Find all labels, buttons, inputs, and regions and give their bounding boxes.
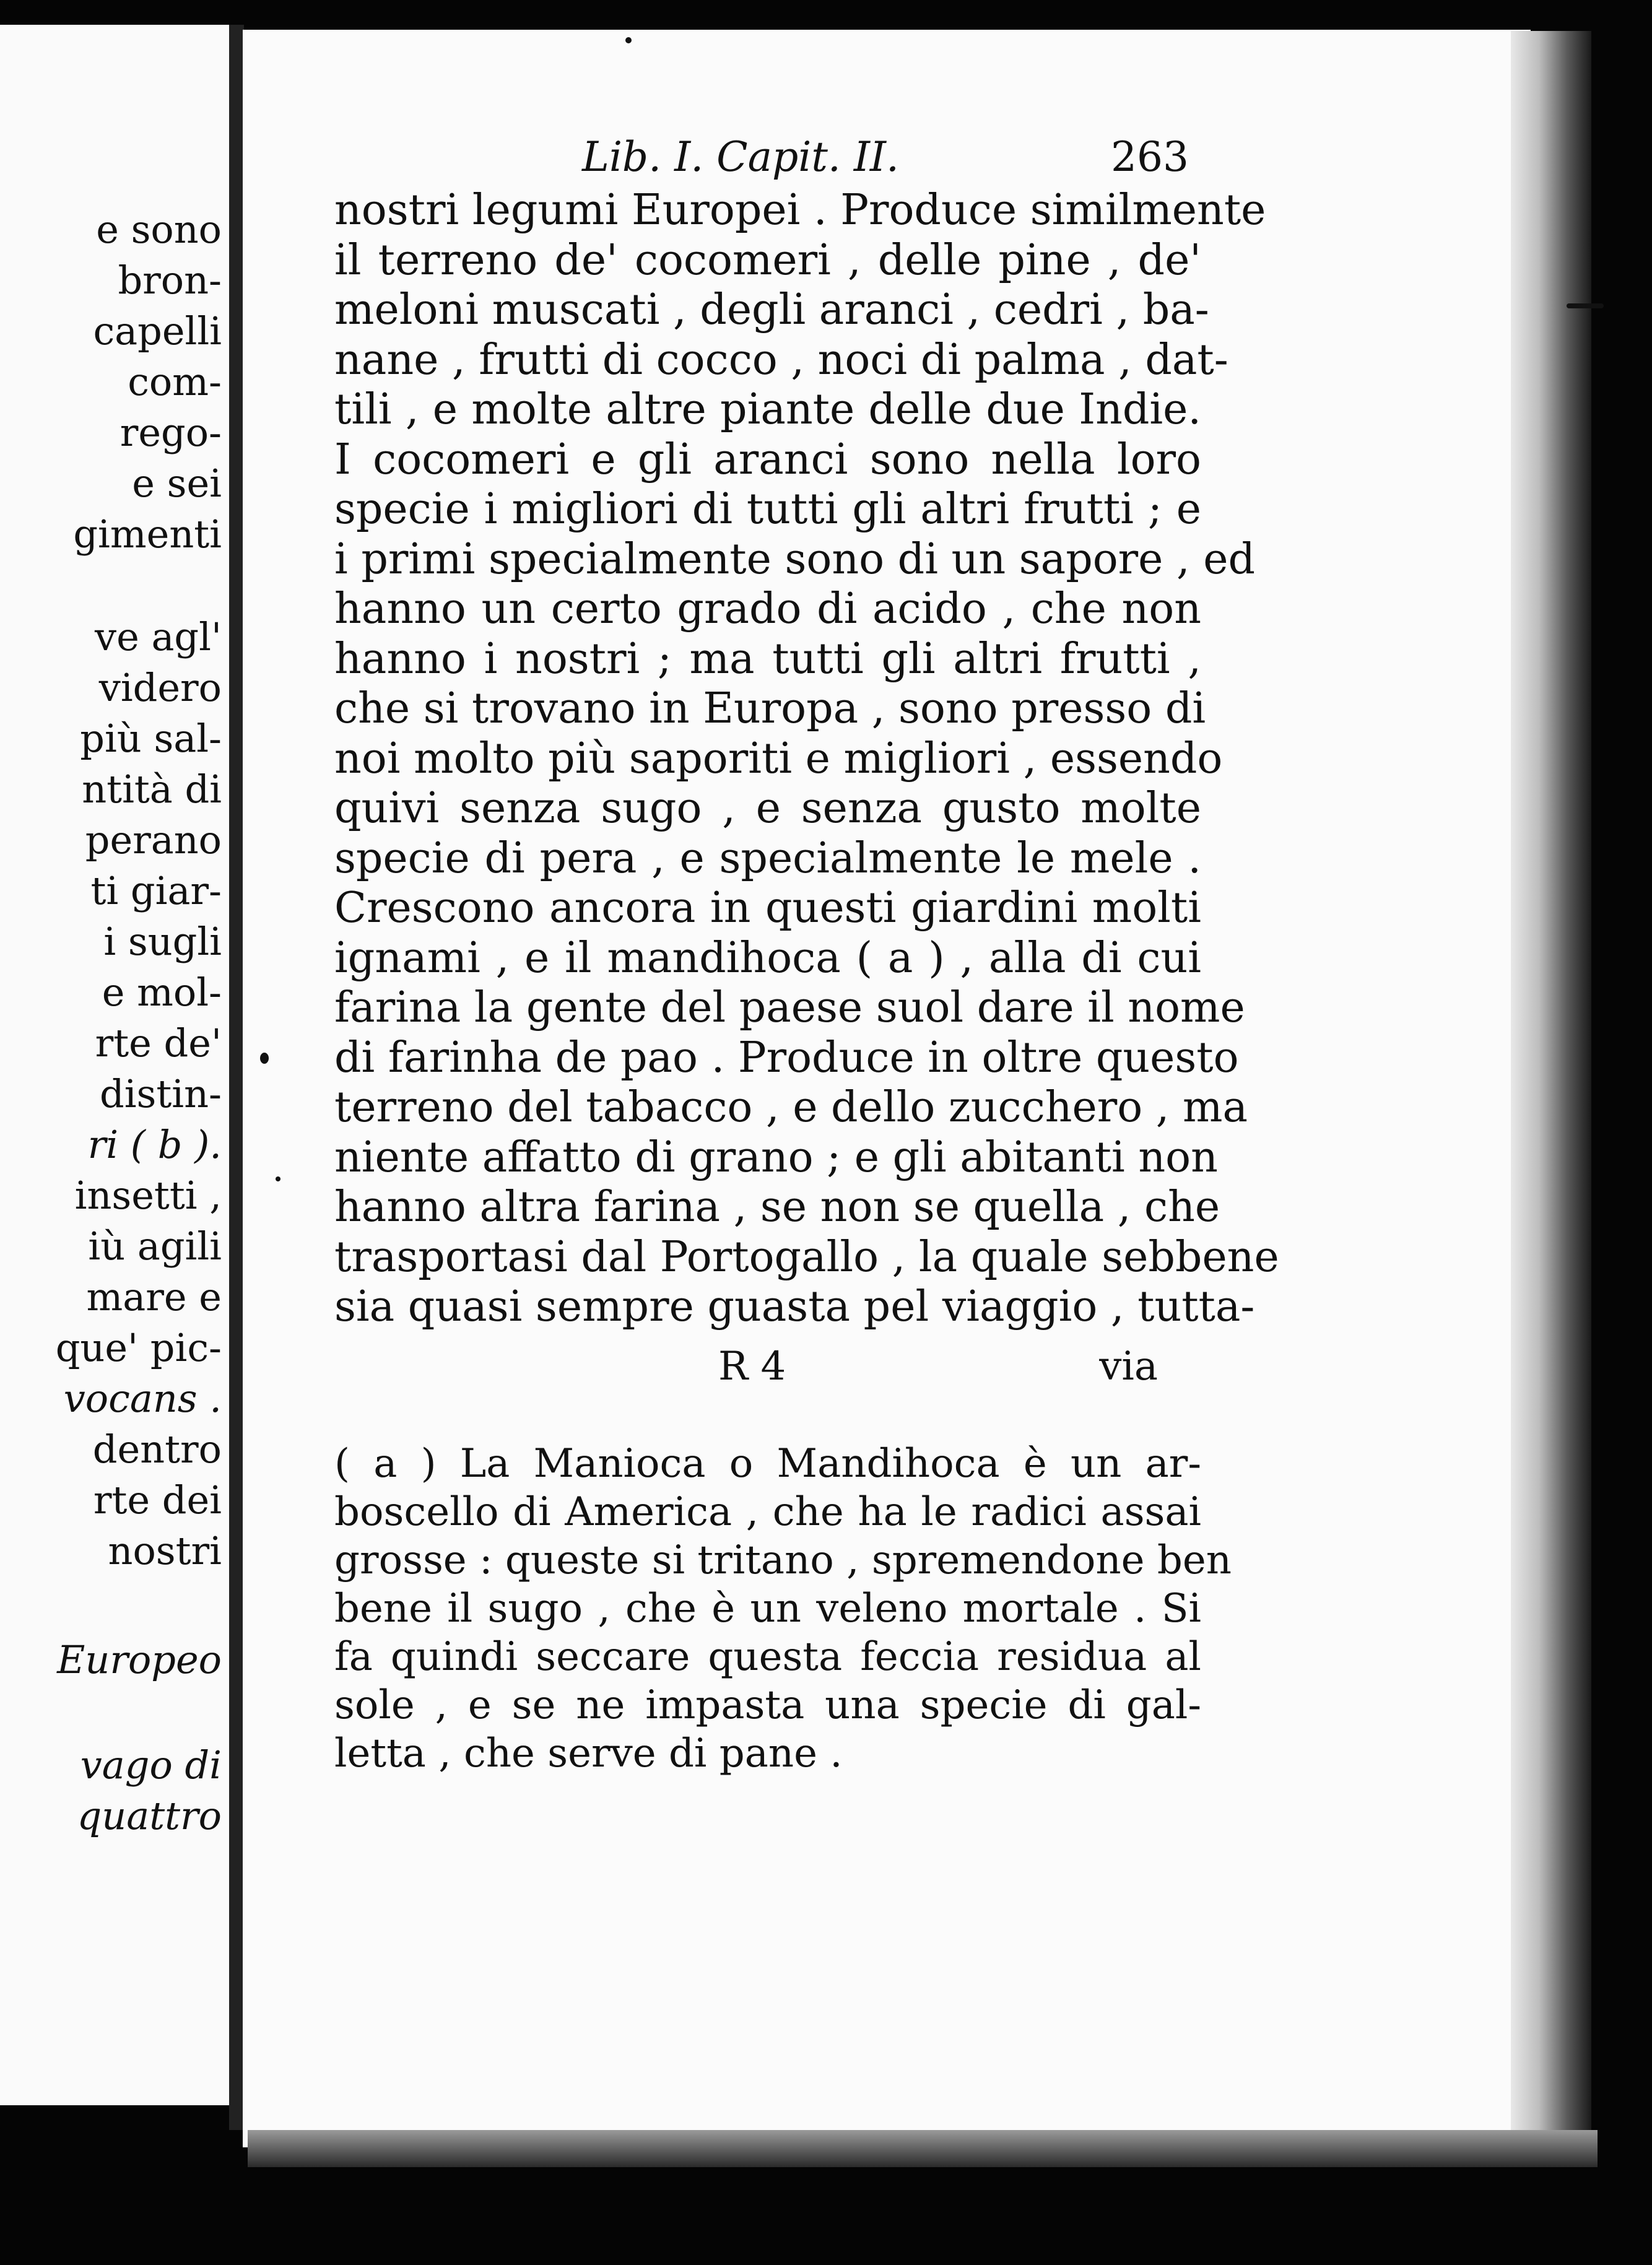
left-line: ri ( b ). <box>87 1122 222 1167</box>
footnote <box>334 1440 1232 1778</box>
left-line: rego- <box>120 410 222 455</box>
left-line: e sei <box>132 461 222 506</box>
left-line: distin- <box>100 1071 222 1116</box>
body-line: tili , e molte altre piante delle due Indie. <box>334 385 1201 434</box>
footnote-line: ( a ) La Manioca o Mandihoca è un ar- <box>334 1441 1201 1487</box>
page-edge-shadow <box>1511 31 1591 2155</box>
left-line: e mol- <box>102 970 222 1015</box>
left-line: e sono <box>96 207 222 252</box>
body-line: I cocomeri e gli aranci sono nella loro <box>334 435 1201 484</box>
left-line: Europeo <box>57 1637 222 1682</box>
left-line: nostri <box>108 1528 222 1573</box>
left-line: insetti , <box>74 1173 222 1218</box>
body-line: nane , frutti di cocco , noci di palma , dat- <box>334 335 1228 385</box>
footnote-line: sole , e se ne impasta una specie di gal- <box>334 1682 1201 1728</box>
left-line: com- <box>128 359 222 404</box>
left-line: perano <box>85 817 222 863</box>
left-line: ve agl' <box>95 614 222 659</box>
body-line: meloni muscati , degli aranci , cedri , ba- <box>334 285 1209 334</box>
left-line: i sugli <box>103 919 222 964</box>
body-line: sia quasi sempre guasta pel viaggio , tutta- <box>334 1282 1255 1331</box>
running-head-title: Lib. I. Capit. II. <box>582 133 899 181</box>
body-line: hanno i nostri ; ma tutti gli altri frutti , <box>334 634 1201 684</box>
body-line: hanno altra farina , se non se quella , che <box>334 1183 1220 1232</box>
left-line: videro <box>98 665 222 710</box>
scan-speck <box>625 37 632 43</box>
left-line: ntità di <box>82 767 222 812</box>
catchword: via <box>1099 1344 1158 1389</box>
body-line: Crescono ancora in questi giardini molti <box>334 884 1201 933</box>
running-head <box>334 133 1189 183</box>
body-line: specie di pera , e specialmente le mele . <box>334 833 1201 883</box>
left-line: quattro <box>77 1793 222 1838</box>
page-number: 263 <box>1111 133 1189 181</box>
left-line: ti giar- <box>90 868 222 913</box>
footnote-line: boscello di America , che ha le radici assai <box>334 1489 1201 1535</box>
left-line: que' pic- <box>55 1325 222 1370</box>
left-line: iù agili <box>88 1224 222 1269</box>
left-line: dentro <box>92 1427 222 1472</box>
page-bottom-shadow <box>248 2130 1598 2167</box>
body-line: il terreno de' cocomeri , delle pine , de' <box>334 235 1201 285</box>
left-line: gimenti <box>73 511 222 557</box>
left-line: vago di <box>80 1742 222 1788</box>
body-line: trasportasi dal Portogallo , la quale sebbene <box>334 1232 1279 1282</box>
body-line: i primi specialmente sono di un sapore , ed <box>334 534 1256 584</box>
scan-speck <box>260 1053 269 1064</box>
footnote-line: grosse : queste si tritano , spremendone ben <box>334 1537 1232 1583</box>
left-line: capelli <box>93 308 222 354</box>
body-line: hanno un certo grado di acido , che non <box>334 585 1201 633</box>
left-line: mare e <box>86 1274 222 1319</box>
body-line: specie i migliori di tutti gli altri frutti ; e <box>334 485 1201 534</box>
left-line: rte de' <box>95 1020 222 1066</box>
body-line: farina la gente del paese suol dare il nome <box>334 983 1245 1032</box>
body-line: di farinha de pao . Produce in oltre questo <box>334 1033 1239 1082</box>
body-line: terreno del tabacco , e dello zucchero , ma <box>334 1083 1248 1132</box>
left-line: rte dei <box>93 1477 222 1523</box>
scan-speck <box>276 1176 280 1181</box>
body-line: nostri legumi Europei . Produce similmente <box>334 186 1266 235</box>
body-line: noi molto più saporiti e migliori , essendo <box>334 734 1223 783</box>
body-text <box>334 186 1279 1332</box>
body-line: niente affatto di grano ; e gli abitanti non <box>334 1132 1218 1182</box>
footnote-line: letta , che serve di pane . <box>334 1731 843 1776</box>
left-line: bron- <box>118 258 222 303</box>
footnote-line: bene il sugo , che è un veleno mortale . Si <box>334 1586 1201 1632</box>
left-facing-page <box>0 25 233 2105</box>
scan-speck <box>1567 303 1604 308</box>
signature-line <box>334 1344 1201 1393</box>
body-line: che si trovano in Europa , sono presso di <box>334 684 1206 733</box>
left-line: più sal- <box>80 716 222 761</box>
footnote-line: fa quindi seccare questa feccia residua al <box>334 1634 1201 1680</box>
left-line: vocans . <box>63 1376 222 1421</box>
signature-mark: R 4 <box>718 1344 786 1389</box>
body-line: ignami , e il mandihoca ( a ) , alla di cui <box>334 933 1201 983</box>
body-line: quivi senza sugo , e senza gusto molte <box>334 784 1201 833</box>
book-gutter <box>229 25 244 2130</box>
